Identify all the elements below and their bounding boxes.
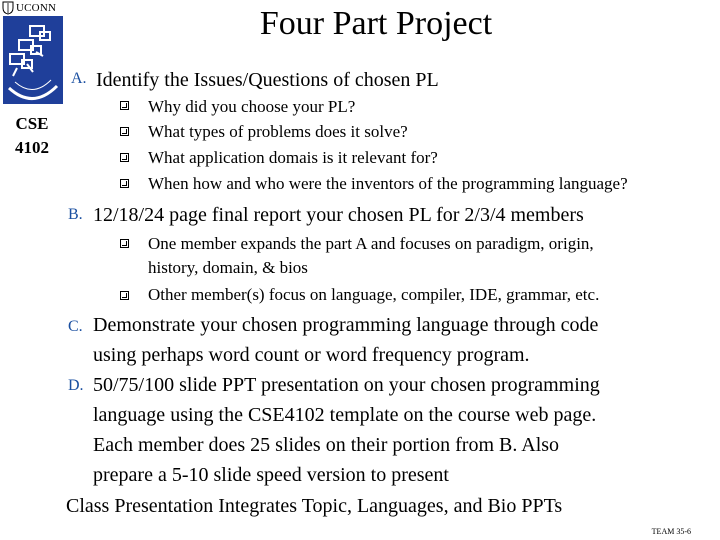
bullet-icon [120, 291, 129, 300]
uconn-brand [2, 0, 62, 16]
closing-line: Class Presentation Integrates Topic, Languages, and Bio PPTs [66, 495, 563, 517]
course-number: 4102 [15, 138, 49, 157]
section-d-line: language using the CSE4102 template on the course web page. [93, 404, 597, 426]
section-d-marker: D. [68, 377, 84, 394]
bullet-icon [120, 239, 129, 248]
slide-footer: TEAM 35-6 [651, 527, 691, 536]
bullet-icon [120, 179, 129, 188]
section-c-line: using perhaps word count or word frequency program. [93, 344, 530, 366]
section-d-line: Each member does 25 slides on their portion from B. Also [93, 434, 560, 456]
section-a-heading: Identify the Issues/Questions of chosen PL [96, 69, 439, 91]
section-b-heading: 12/18/24 page final report your chosen PL for 2/3/4 members [93, 204, 584, 226]
course-code [0, 112, 64, 160]
section-c-marker: C. [68, 318, 83, 335]
engineering-logo-icon [3, 16, 63, 104]
section-b-bullet: Other member(s) focus on language, compiler, IDE, grammar, etc. [148, 285, 600, 304]
crest-icon [2, 1, 14, 15]
section-a-bullet: When how and who were the inventors of the programming language? [148, 174, 628, 193]
section-d-line: prepare a 5-10 slide speed version to present [93, 464, 449, 486]
slide-title: Four Part Project [259, 5, 493, 42]
section-a-bullet: Why did you choose your PL? [148, 97, 356, 116]
section-b-marker: B. [68, 206, 83, 223]
section-a-bullet: What application domais is it relevant for? [148, 148, 438, 167]
section-b-bullet: One member expands the part A and focuses on paradigm, origin, [148, 234, 594, 253]
section-c-line: Demonstrate your chosen programming language through code [93, 314, 599, 336]
course-subject: CSE [15, 114, 49, 133]
section-d-line: 50/75/100 slide PPT presentation on your chosen programming [93, 374, 600, 396]
sidebar [0, 0, 64, 540]
bullet-icon [120, 127, 129, 136]
bullet-icon [120, 101, 129, 110]
section-b-bullet-continued: history, domain, & bios [148, 258, 308, 277]
brand-name: UCONN [16, 2, 57, 14]
section-a-bullet: What types of problems does it solve? [148, 122, 408, 141]
section-a-marker: A. [71, 70, 87, 87]
bullet-icon [120, 153, 129, 162]
